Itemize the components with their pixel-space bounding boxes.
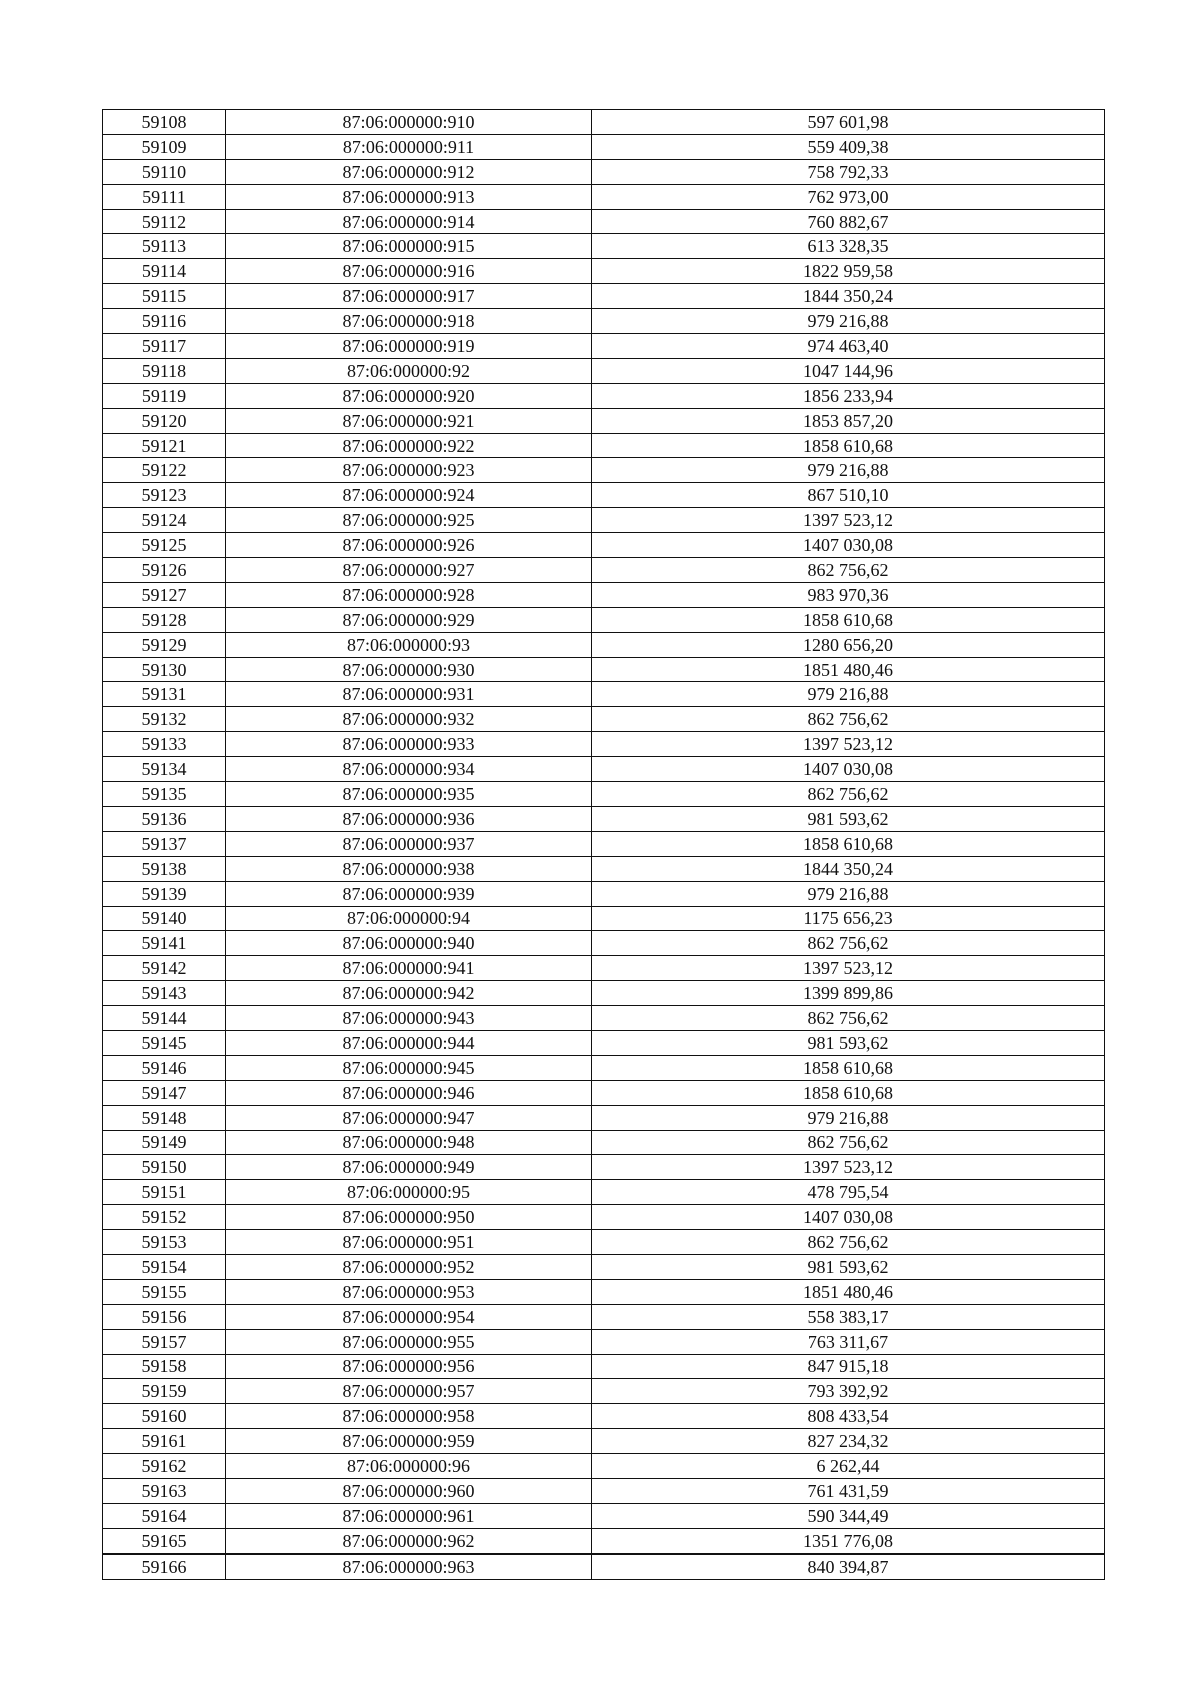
row-number-cell: 59147 [103, 1080, 226, 1105]
value-cell: 1858 610,68 [592, 1080, 1105, 1105]
table-row [103, 1304, 1105, 1329]
cadastral-number-cell: 87:06:000000:924 [226, 483, 592, 508]
table-row [103, 134, 1105, 159]
row-number-cell: 59158 [103, 1354, 226, 1379]
value-cell: 1822 959,58 [592, 259, 1105, 284]
value-cell: 478 795,54 [592, 1180, 1105, 1205]
cadastral-number-cell: 87:06:000000:911 [226, 134, 592, 159]
table-row [103, 408, 1105, 433]
row-number-cell: 59166 [103, 1554, 226, 1579]
table-row [103, 981, 1105, 1006]
row-number-cell: 59133 [103, 732, 226, 757]
value-cell: 1844 350,24 [592, 856, 1105, 881]
value-cell: 793 392,92 [592, 1379, 1105, 1404]
value-cell: 590 344,49 [592, 1503, 1105, 1528]
table-row [103, 906, 1105, 931]
value-cell: 761 431,59 [592, 1478, 1105, 1503]
value-cell: 1858 610,68 [592, 831, 1105, 856]
row-number-cell: 59153 [103, 1230, 226, 1255]
value-cell: 808 433,54 [592, 1404, 1105, 1429]
table-row [103, 657, 1105, 682]
table-row [103, 931, 1105, 956]
value-cell: 974 463,40 [592, 334, 1105, 359]
cadastral-number-cell: 87:06:000000:925 [226, 508, 592, 533]
table-row [103, 956, 1105, 981]
table-row [103, 1006, 1105, 1031]
value-cell: 1853 857,20 [592, 408, 1105, 433]
cadastral-number-cell: 87:06:000000:949 [226, 1155, 592, 1180]
table-row [103, 1554, 1105, 1579]
cadastral-number-cell: 87:06:000000:963 [226, 1554, 592, 1579]
cadastral-number-cell: 87:06:000000:952 [226, 1254, 592, 1279]
value-cell: 847 915,18 [592, 1354, 1105, 1379]
cadastral-number-cell: 87:06:000000:928 [226, 582, 592, 607]
value-cell: 862 756,62 [592, 782, 1105, 807]
table-row [103, 234, 1105, 259]
row-number-cell: 59150 [103, 1155, 226, 1180]
table-row [103, 682, 1105, 707]
value-cell: 1351 776,08 [592, 1528, 1105, 1553]
cadastral-number-cell: 87:06:000000:944 [226, 1030, 592, 1055]
row-number-cell: 59154 [103, 1254, 226, 1279]
cadastral-number-cell: 87:06:000000:953 [226, 1279, 592, 1304]
cadastral-number-cell: 87:06:000000:943 [226, 1006, 592, 1031]
row-number-cell: 59114 [103, 259, 226, 284]
row-number-cell: 59149 [103, 1130, 226, 1155]
value-cell: 862 756,62 [592, 1006, 1105, 1031]
table-row [103, 1478, 1105, 1503]
table-row [103, 806, 1105, 831]
table-row [103, 1404, 1105, 1429]
row-number-cell: 59141 [103, 931, 226, 956]
cadastral-number-cell: 87:06:000000:934 [226, 757, 592, 782]
value-cell: 1399 899,86 [592, 981, 1105, 1006]
value-cell: 979 216,88 [592, 682, 1105, 707]
cadastral-value-table [102, 109, 1105, 1580]
row-number-cell: 59138 [103, 856, 226, 881]
cadastral-number-cell: 87:06:000000:918 [226, 309, 592, 334]
cadastral-number-cell: 87:06:000000:913 [226, 184, 592, 209]
row-number-cell: 59122 [103, 458, 226, 483]
cadastral-number-cell: 87:06:000000:910 [226, 110, 592, 135]
cadastral-number-cell: 87:06:000000:96 [226, 1454, 592, 1479]
row-number-cell: 59127 [103, 582, 226, 607]
row-number-cell: 59157 [103, 1329, 226, 1354]
value-cell: 1851 480,46 [592, 657, 1105, 682]
cadastral-number-cell: 87:06:000000:926 [226, 533, 592, 558]
table-row [103, 110, 1105, 135]
row-number-cell: 59139 [103, 881, 226, 906]
cadastral-number-cell: 87:06:000000:929 [226, 607, 592, 632]
cadastral-number-cell: 87:06:000000:957 [226, 1379, 592, 1404]
cadastral-number-cell: 87:06:000000:962 [226, 1528, 592, 1553]
cadastral-number-cell: 87:06:000000:923 [226, 458, 592, 483]
table-row [103, 881, 1105, 906]
table-row [103, 856, 1105, 881]
cadastral-number-cell: 87:06:000000:945 [226, 1055, 592, 1080]
value-cell: 1397 523,12 [592, 956, 1105, 981]
cadastral-number-cell: 87:06:000000:937 [226, 831, 592, 856]
cadastral-number-cell: 87:06:000000:939 [226, 881, 592, 906]
value-cell: 979 216,88 [592, 881, 1105, 906]
cadastral-number-cell: 87:06:000000:948 [226, 1130, 592, 1155]
row-number-cell: 59134 [103, 757, 226, 782]
row-number-cell: 59130 [103, 657, 226, 682]
cadastral-number-cell: 87:06:000000:930 [226, 657, 592, 682]
table-row [103, 533, 1105, 558]
value-cell: 979 216,88 [592, 309, 1105, 334]
table-row [103, 259, 1105, 284]
cadastral-number-cell: 87:06:000000:94 [226, 906, 592, 931]
table-row [103, 1155, 1105, 1180]
cadastral-number-cell: 87:06:000000:959 [226, 1429, 592, 1454]
row-number-cell: 59159 [103, 1379, 226, 1404]
table-body [103, 110, 1105, 1580]
value-cell: 758 792,33 [592, 159, 1105, 184]
row-number-cell: 59161 [103, 1429, 226, 1454]
row-number-cell: 59124 [103, 508, 226, 533]
cadastral-number-cell: 87:06:000000:921 [226, 408, 592, 433]
value-cell: 1851 480,46 [592, 1279, 1105, 1304]
table-row [103, 1030, 1105, 1055]
cadastral-number-cell: 87:06:000000:941 [226, 956, 592, 981]
row-number-cell: 59143 [103, 981, 226, 1006]
cadastral-number-cell: 87:06:000000:916 [226, 259, 592, 284]
value-cell: 981 593,62 [592, 1254, 1105, 1279]
table-row [103, 284, 1105, 309]
table-row [103, 1279, 1105, 1304]
cadastral-number-cell: 87:06:000000:955 [226, 1329, 592, 1354]
value-cell: 862 756,62 [592, 707, 1105, 732]
cadastral-number-cell: 87:06:000000:922 [226, 433, 592, 458]
table-row [103, 707, 1105, 732]
cadastral-number-cell: 87:06:000000:912 [226, 159, 592, 184]
row-number-cell: 59110 [103, 159, 226, 184]
table-row [103, 1230, 1105, 1255]
table-row [103, 209, 1105, 234]
table-row [103, 782, 1105, 807]
table-row [103, 508, 1105, 533]
cadastral-number-cell: 87:06:000000:920 [226, 383, 592, 408]
table-row [103, 1180, 1105, 1205]
cadastral-number-cell: 87:06:000000:914 [226, 209, 592, 234]
row-number-cell: 59145 [103, 1030, 226, 1055]
table-row [103, 1130, 1105, 1155]
value-cell: 1858 610,68 [592, 607, 1105, 632]
row-number-cell: 59132 [103, 707, 226, 732]
row-number-cell: 59129 [103, 632, 226, 657]
table-row [103, 334, 1105, 359]
value-cell: 762 973,00 [592, 184, 1105, 209]
row-number-cell: 59119 [103, 383, 226, 408]
row-number-cell: 59144 [103, 1006, 226, 1031]
table-row [103, 309, 1105, 334]
row-number-cell: 59163 [103, 1478, 226, 1503]
value-cell: 760 882,67 [592, 209, 1105, 234]
table-row [103, 1528, 1105, 1553]
value-cell: 827 234,32 [592, 1429, 1105, 1454]
value-cell: 862 756,62 [592, 558, 1105, 583]
cadastral-number-cell: 87:06:000000:919 [226, 334, 592, 359]
row-number-cell: 59121 [103, 433, 226, 458]
table-row [103, 757, 1105, 782]
table-row [103, 383, 1105, 408]
row-number-cell: 59126 [103, 558, 226, 583]
table-row [103, 1354, 1105, 1379]
value-cell: 1407 030,08 [592, 1205, 1105, 1230]
cadastral-number-cell: 87:06:000000:933 [226, 732, 592, 757]
cadastral-number-cell: 87:06:000000:951 [226, 1230, 592, 1255]
value-cell: 862 756,62 [592, 1230, 1105, 1255]
row-number-cell: 59165 [103, 1528, 226, 1553]
value-cell: 979 216,88 [592, 458, 1105, 483]
table-row [103, 483, 1105, 508]
row-number-cell: 59116 [103, 309, 226, 334]
cadastral-number-cell: 87:06:000000:958 [226, 1404, 592, 1429]
row-number-cell: 59128 [103, 607, 226, 632]
cadastral-number-cell: 87:06:000000:917 [226, 284, 592, 309]
row-number-cell: 59164 [103, 1503, 226, 1528]
value-cell: 1858 610,68 [592, 433, 1105, 458]
table-row [103, 1254, 1105, 1279]
table-row [103, 1329, 1105, 1354]
row-number-cell: 59108 [103, 110, 226, 135]
value-cell: 862 756,62 [592, 1130, 1105, 1155]
row-number-cell: 59136 [103, 806, 226, 831]
row-number-cell: 59131 [103, 682, 226, 707]
row-number-cell: 59142 [103, 956, 226, 981]
cadastral-number-cell: 87:06:000000:938 [226, 856, 592, 881]
value-cell: 763 311,67 [592, 1329, 1105, 1354]
row-number-cell: 59112 [103, 209, 226, 234]
cadastral-number-cell: 87:06:000000:95 [226, 1180, 592, 1205]
table-row [103, 582, 1105, 607]
row-number-cell: 59109 [103, 134, 226, 159]
value-cell: 1407 030,08 [592, 533, 1105, 558]
cadastral-number-cell: 87:06:000000:93 [226, 632, 592, 657]
row-number-cell: 59151 [103, 1180, 226, 1205]
row-number-cell: 59120 [103, 408, 226, 433]
row-number-cell: 59137 [103, 831, 226, 856]
value-cell: 979 216,88 [592, 1105, 1105, 1130]
table-row [103, 732, 1105, 757]
row-number-cell: 59125 [103, 533, 226, 558]
value-cell: 6 262,44 [592, 1454, 1105, 1479]
value-cell: 1047 144,96 [592, 358, 1105, 383]
cadastral-number-cell: 87:06:000000:932 [226, 707, 592, 732]
cadastral-number-cell: 87:06:000000:942 [226, 981, 592, 1006]
table-row [103, 159, 1105, 184]
row-number-cell: 59148 [103, 1105, 226, 1130]
table-row [103, 1454, 1105, 1479]
row-number-cell: 59135 [103, 782, 226, 807]
cadastral-number-cell: 87:06:000000:960 [226, 1478, 592, 1503]
value-cell: 1280 656,20 [592, 632, 1105, 657]
value-cell: 1858 610,68 [592, 1055, 1105, 1080]
table-row [103, 458, 1105, 483]
table-row [103, 1503, 1105, 1528]
table-row [103, 558, 1105, 583]
cadastral-number-cell: 87:06:000000:946 [226, 1080, 592, 1105]
row-number-cell: 59111 [103, 184, 226, 209]
table-row [103, 358, 1105, 383]
table-row [103, 433, 1105, 458]
table-row [103, 1105, 1105, 1130]
value-cell: 1407 030,08 [592, 757, 1105, 782]
table-row [103, 184, 1105, 209]
value-cell: 867 510,10 [592, 483, 1105, 508]
row-number-cell: 59156 [103, 1304, 226, 1329]
cadastral-number-cell: 87:06:000000:92 [226, 358, 592, 383]
row-number-cell: 59113 [103, 234, 226, 259]
value-cell: 1175 656,23 [592, 906, 1105, 931]
value-cell: 1856 233,94 [592, 383, 1105, 408]
value-cell: 981 593,62 [592, 806, 1105, 831]
value-cell: 559 409,38 [592, 134, 1105, 159]
table-row [103, 1379, 1105, 1404]
row-number-cell: 59123 [103, 483, 226, 508]
row-number-cell: 59146 [103, 1055, 226, 1080]
value-cell: 1397 523,12 [592, 1155, 1105, 1180]
row-number-cell: 59115 [103, 284, 226, 309]
value-cell: 1844 350,24 [592, 284, 1105, 309]
value-cell: 840 394,87 [592, 1554, 1105, 1579]
value-cell: 981 593,62 [592, 1030, 1105, 1055]
value-cell: 597 601,98 [592, 110, 1105, 135]
row-number-cell: 59140 [103, 906, 226, 931]
cadastral-number-cell: 87:06:000000:954 [226, 1304, 592, 1329]
cadastral-number-cell: 87:06:000000:931 [226, 682, 592, 707]
row-number-cell: 59118 [103, 358, 226, 383]
value-cell: 613 328,35 [592, 234, 1105, 259]
row-number-cell: 59162 [103, 1454, 226, 1479]
value-cell: 1397 523,12 [592, 508, 1105, 533]
table-row [103, 831, 1105, 856]
cadastral-number-cell: 87:06:000000:936 [226, 806, 592, 831]
value-cell: 558 383,17 [592, 1304, 1105, 1329]
cadastral-number-cell: 87:06:000000:950 [226, 1205, 592, 1230]
row-number-cell: 59160 [103, 1404, 226, 1429]
cadastral-number-cell: 87:06:000000:956 [226, 1354, 592, 1379]
value-cell: 862 756,62 [592, 931, 1105, 956]
row-number-cell: 59117 [103, 334, 226, 359]
row-number-cell: 59152 [103, 1205, 226, 1230]
row-number-cell: 59155 [103, 1279, 226, 1304]
value-cell: 1397 523,12 [592, 732, 1105, 757]
table-row [103, 1429, 1105, 1454]
table-row [103, 632, 1105, 657]
table-row [103, 607, 1105, 632]
cadastral-number-cell: 87:06:000000:915 [226, 234, 592, 259]
table-row [103, 1205, 1105, 1230]
cadastral-number-cell: 87:06:000000:927 [226, 558, 592, 583]
value-cell: 983 970,36 [592, 582, 1105, 607]
cadastral-number-cell: 87:06:000000:961 [226, 1503, 592, 1528]
cadastral-number-cell: 87:06:000000:947 [226, 1105, 592, 1130]
table-row [103, 1055, 1105, 1080]
cadastral-number-cell: 87:06:000000:940 [226, 931, 592, 956]
cadastral-number-cell: 87:06:000000:935 [226, 782, 592, 807]
table-row [103, 1080, 1105, 1105]
